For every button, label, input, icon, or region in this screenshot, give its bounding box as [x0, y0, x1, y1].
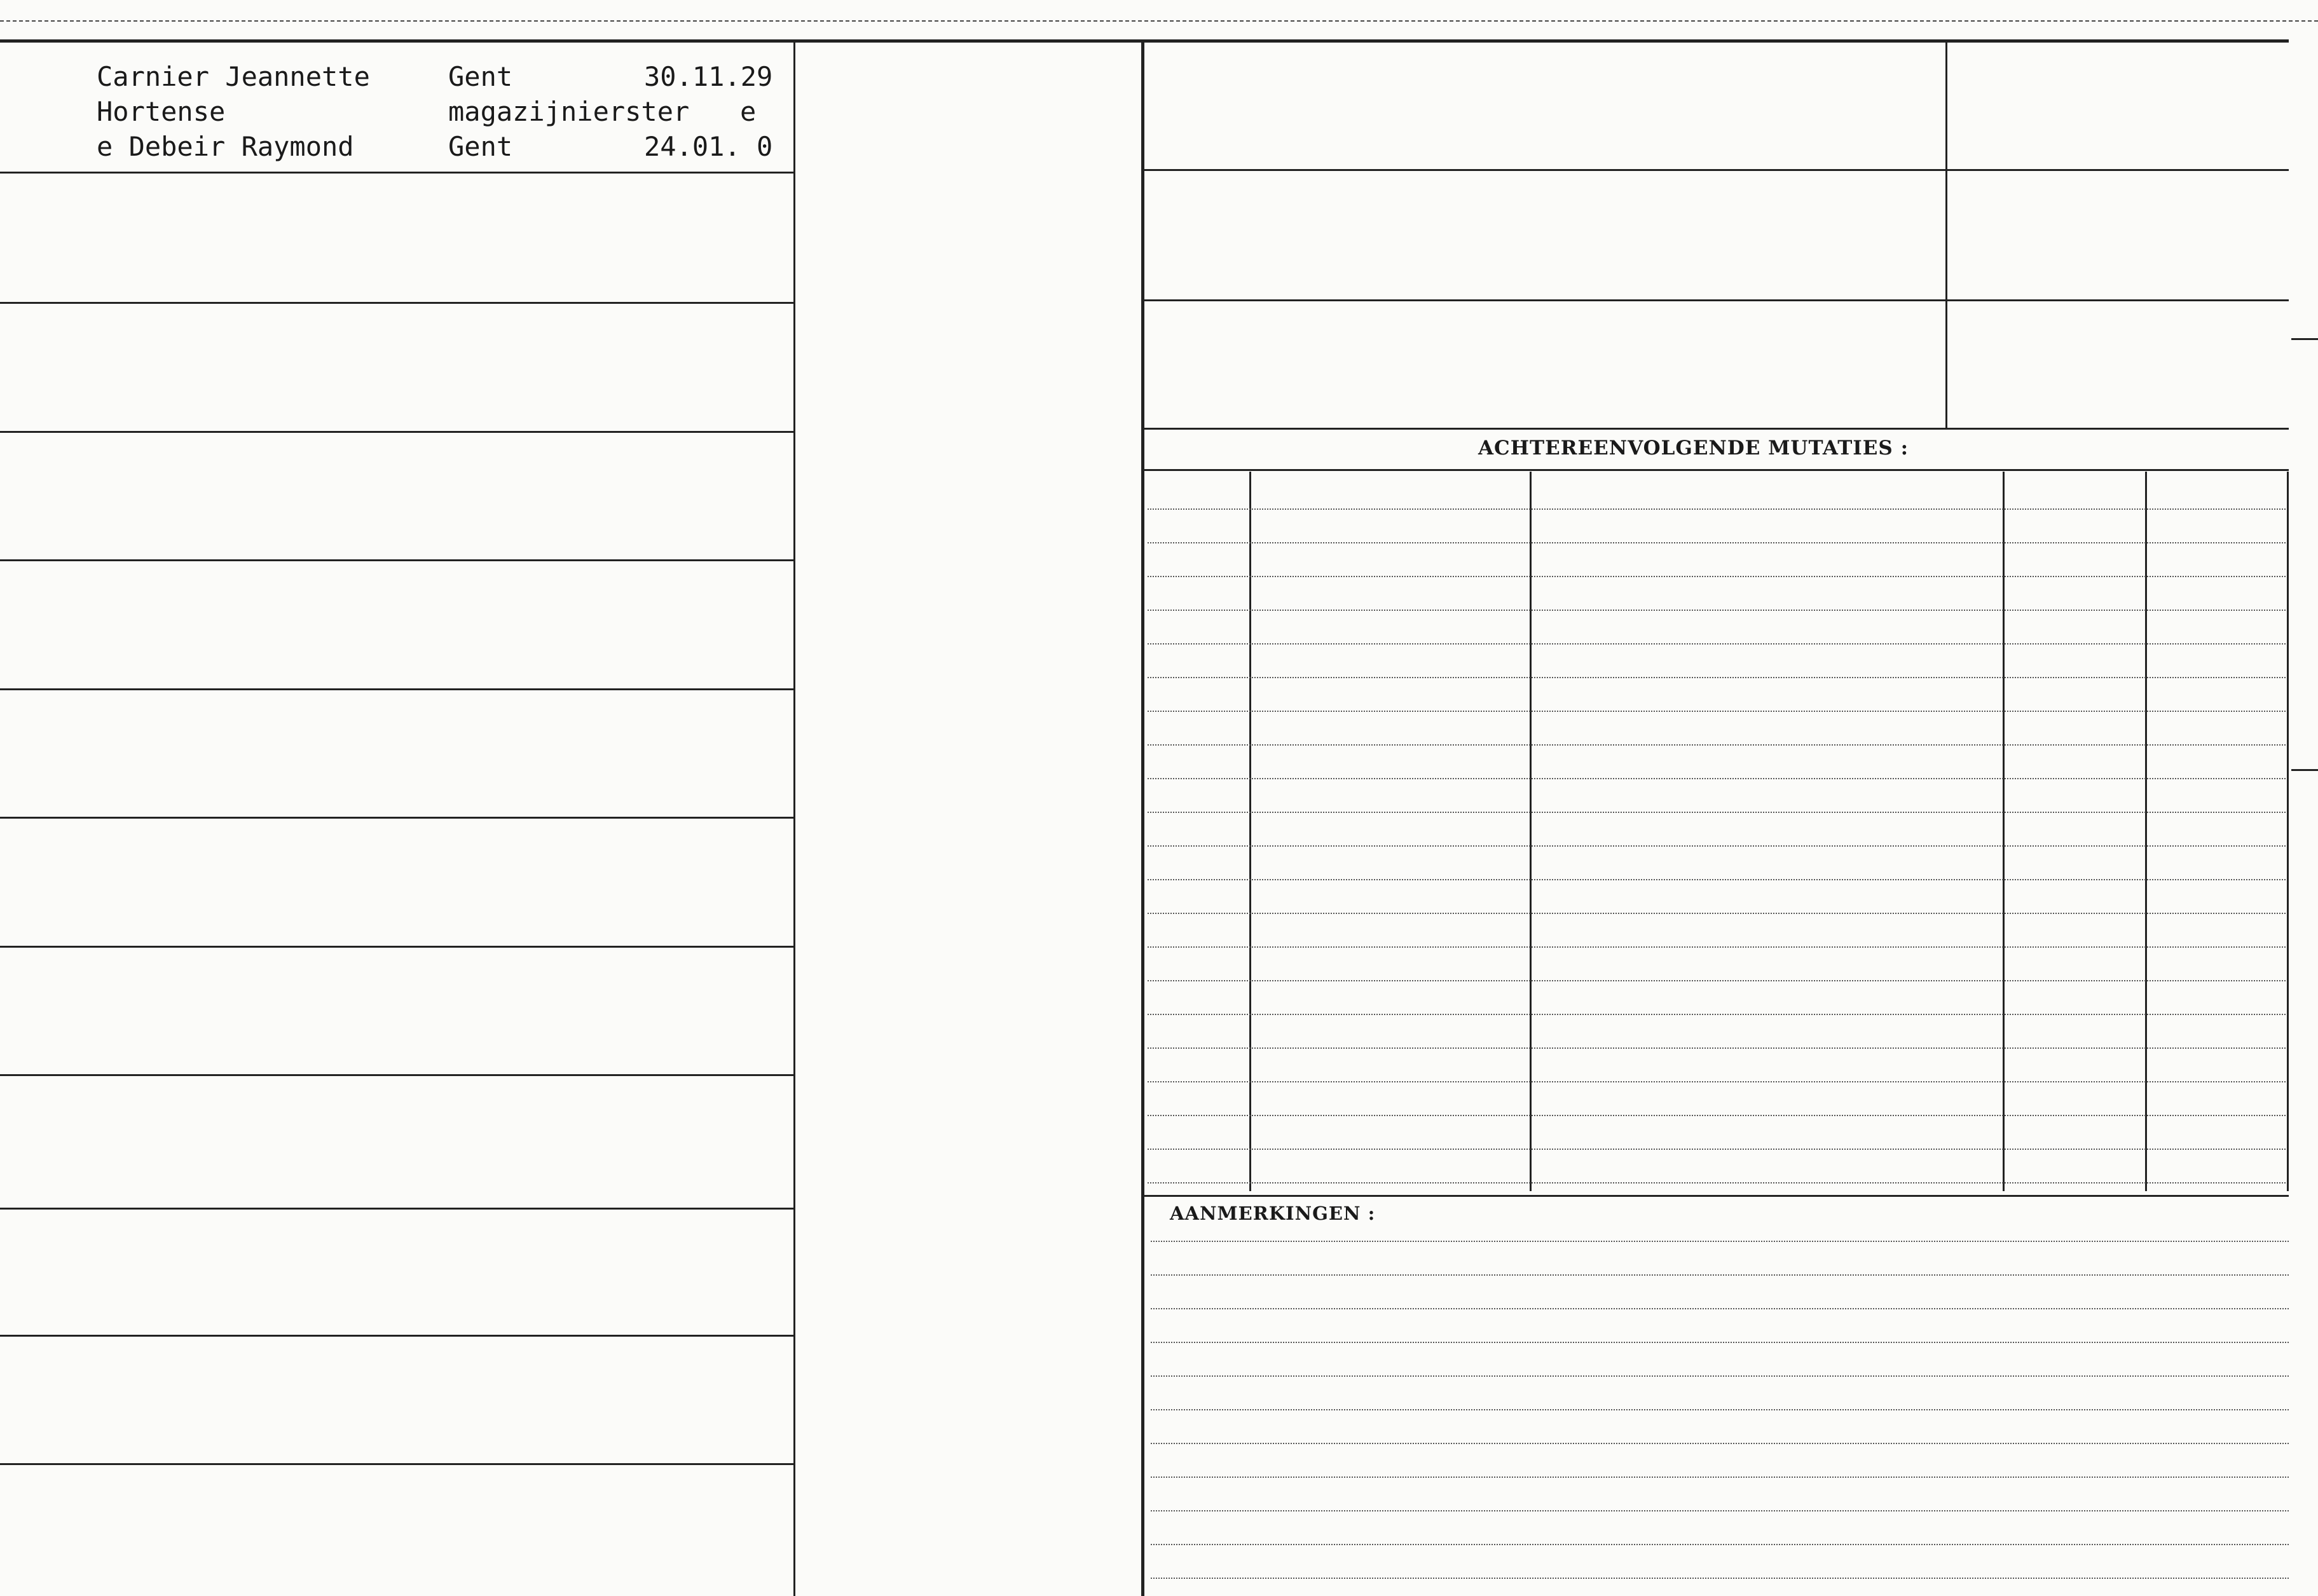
- name-line-2: Hortense: [97, 96, 226, 127]
- remarks-top-line: [1144, 1195, 2289, 1197]
- ruled-line: [1151, 1578, 2289, 1579]
- mutations-heading: ACHTEREENVOLGENDE MUTATIES :: [1478, 437, 1909, 460]
- name-line-1: Carnier Jeannette: [97, 61, 370, 92]
- ruled-line: [1151, 1510, 2289, 1511]
- spouse-date: 24.01. 0: [644, 131, 773, 162]
- remarks-heading: AANMERKINGEN :: [1170, 1203, 1376, 1224]
- ruled-line: [1148, 845, 2286, 847]
- ruled-line: [1148, 1182, 2286, 1183]
- occupation-marker: e: [740, 96, 757, 127]
- ruled-line: [1148, 1115, 2286, 1116]
- ruled-line: [1148, 812, 2286, 813]
- ruled-line: [1151, 1544, 2289, 1545]
- ruled-line: [1148, 913, 2286, 914]
- mutations-col-divider: [2145, 472, 2147, 1191]
- ruled-line: [1151, 1241, 2289, 1242]
- ruled-line: [1148, 542, 2286, 543]
- ruled-line: [1148, 778, 2286, 779]
- row-line: [0, 1335, 795, 1337]
- ruled-line: [1151, 1477, 2289, 1478]
- ruled-line: [1148, 744, 2286, 746]
- ruled-line: [1151, 1342, 2289, 1343]
- right-row-line: [1144, 169, 2289, 171]
- mutations-col-divider: [1530, 472, 1532, 1191]
- right-upper-divider: [1945, 41, 1947, 428]
- ruled-line: [1148, 1081, 2286, 1082]
- name-line-3: e Debeir Raymond: [97, 131, 354, 162]
- ruled-line: [1148, 508, 2286, 510]
- ruled-line: [1151, 1274, 2289, 1276]
- row-line: [0, 431, 795, 433]
- ruled-line: [1148, 980, 2286, 981]
- ruled-line: [1148, 879, 2286, 880]
- ruled-line: [1151, 1443, 2289, 1444]
- row-line: [0, 302, 795, 304]
- ruled-line: [1148, 576, 2286, 577]
- ruled-line: [1148, 1149, 2286, 1150]
- row-line: [0, 559, 795, 561]
- ruled-line: [1151, 1409, 2289, 1410]
- spouse-place: Gent: [448, 131, 513, 162]
- ruled-line: [1148, 677, 2286, 678]
- occupation: magazijnierster: [448, 96, 690, 127]
- margin-tick: [2291, 338, 2318, 340]
- row-line: [0, 1463, 795, 1465]
- mutations-table-top: [1144, 469, 2289, 471]
- main-divider: [1141, 41, 1144, 1596]
- mutations-top-line: [1144, 428, 2289, 430]
- ruled-line: [1151, 1308, 2289, 1309]
- right-row-line: [1144, 299, 2289, 301]
- left-column-divider: [793, 41, 795, 1596]
- row-line: [0, 946, 795, 948]
- ruled-line: [1148, 610, 2286, 611]
- ruled-line: [1148, 1014, 2286, 1015]
- mutations-col-divider: [2003, 472, 2005, 1191]
- row-line: [0, 688, 795, 690]
- ruled-line: [1148, 946, 2286, 948]
- ruled-line: [1148, 1047, 2286, 1049]
- row-line: [0, 172, 795, 174]
- margin-tick: [2291, 769, 2318, 771]
- mutations-col-divider: [1249, 472, 1251, 1191]
- row-line: [0, 817, 795, 819]
- birth-date: 30.11.29: [644, 61, 773, 92]
- row-line: [0, 1208, 795, 1210]
- ruled-line: [1148, 643, 2286, 645]
- ruled-line: [1151, 1375, 2289, 1377]
- row-line: [0, 1074, 795, 1076]
- top-edge-line: [0, 20, 2318, 22]
- ruled-line: [1148, 711, 2286, 712]
- birth-place: Gent: [448, 61, 513, 92]
- mutations-right-edge: [2287, 472, 2289, 1191]
